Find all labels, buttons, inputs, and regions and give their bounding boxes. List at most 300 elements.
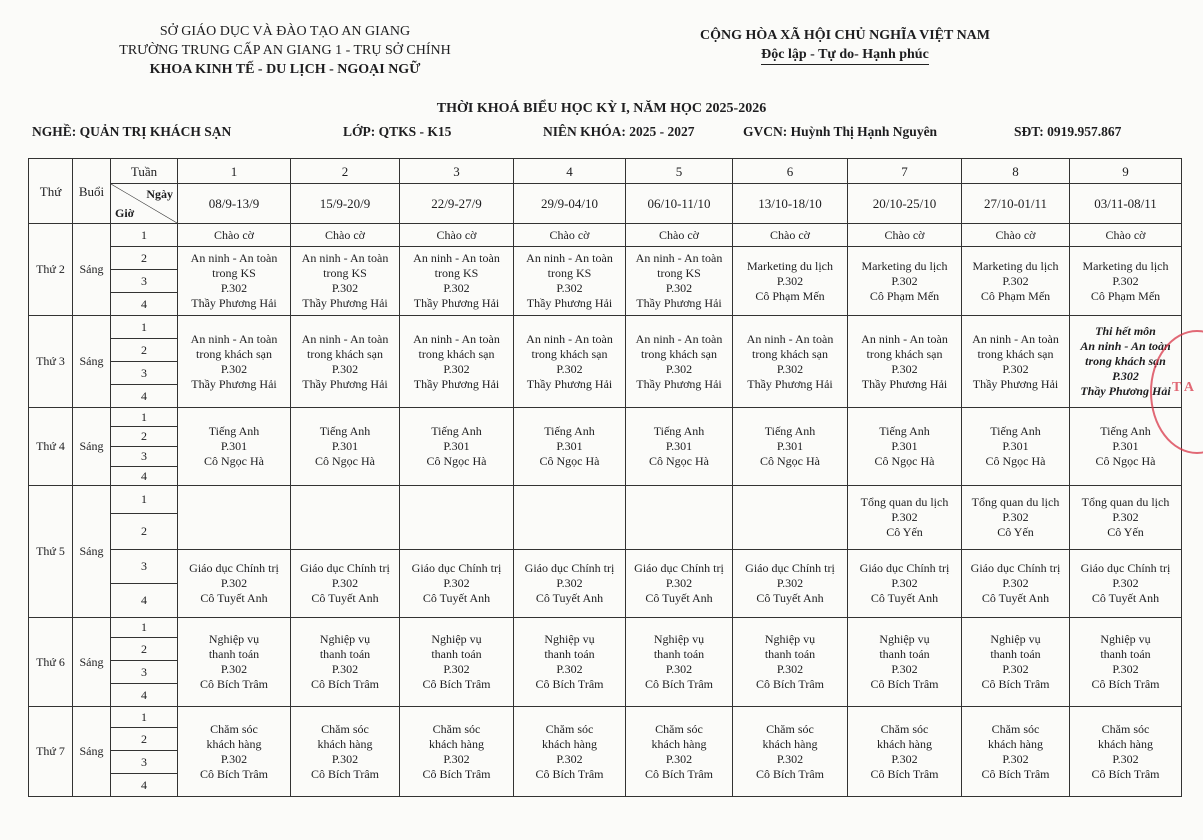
class-cell-line: Tổng quan du lịch (1081, 495, 1170, 509)
class-cell-line: P.302 (1112, 510, 1139, 524)
class-cell-line: Nghiệp vụ (990, 632, 1041, 646)
class-cell-line: khách hàng (206, 736, 262, 751)
class-cell (291, 486, 400, 550)
class-cell-line: Thầy Phương Hải (526, 296, 613, 310)
class-cell (626, 550, 733, 618)
class-cell (400, 707, 514, 797)
class-cell-line: Nghiệp vụ (431, 632, 482, 646)
class-cell-line: P.302 (220, 751, 248, 766)
class-cell-line: P.302 (891, 273, 918, 288)
class-cell-line: Thầy Phương Hải (861, 376, 948, 391)
class-cell-line: Cô Bích Trâm (870, 766, 939, 781)
class-cell (962, 707, 1070, 797)
class-cell-line: Nghiệp vụ (208, 632, 260, 646)
class-cell (962, 550, 1070, 618)
class-cell-line: P.302 (891, 662, 918, 676)
header-buoi: Buổi (73, 159, 111, 224)
class-cell-line: Giáo dục Chính trị (634, 561, 724, 575)
class-cell-line: Cô Ngọc Hà (204, 454, 264, 468)
period-number: 1 (111, 618, 178, 638)
class-cell (178, 618, 291, 707)
class-cell-line: trong khách sạn (641, 346, 717, 361)
class-cell-line: P.302 (1112, 662, 1139, 676)
session-name: Sáng (73, 224, 111, 316)
table-row (29, 550, 1182, 584)
header-ngay: Ngày (146, 187, 173, 201)
week-dates: 29/9-04/10 (514, 184, 626, 224)
class-cell-line: P.302 (220, 281, 248, 295)
class-cell-line: Cô Bích Trâm (981, 677, 1050, 691)
class-cell-line: khách hàng (429, 736, 484, 751)
class-cell (848, 316, 962, 408)
class-cell (962, 486, 1070, 550)
week-dates: 27/10-01/11 (962, 184, 1070, 224)
class-cell-line: P.302 (443, 361, 470, 376)
class-cell-line: Giáo dục Chính trị (300, 561, 390, 575)
class-cell-line: P.302 (665, 361, 693, 376)
header-ngay-gio (111, 184, 178, 224)
class-cell (848, 247, 962, 316)
week-number: 6 (733, 159, 848, 184)
class-cell-line: An ninh - An toàn (190, 331, 278, 346)
class-cell (1070, 618, 1182, 707)
class-cell-line: Cô Ngọc Hà (1095, 454, 1156, 468)
class-cell (400, 550, 514, 618)
class-cell-line: Chào cờ (884, 227, 925, 242)
class-cell-line: P.302 (1002, 751, 1029, 766)
class-cell-line: thanh toán (990, 647, 1041, 661)
class-cell-line: Cô Phạm Mến (755, 288, 825, 303)
class-cell (178, 247, 291, 316)
session-name: Sáng (73, 486, 111, 618)
class-cell-line: Chào cờ (324, 227, 365, 242)
class-cell-line: trong KS (323, 266, 367, 280)
class-cell (962, 618, 1070, 707)
class-cell (626, 316, 733, 408)
class-cell-line: Thầy Phương Hải (636, 376, 722, 391)
class-cell-line: Cô Ngọc Hà (874, 454, 935, 468)
class-cell-line: An ninh - An toàn (972, 331, 1059, 346)
class-cell-line: Marketing du lịch (1082, 258, 1169, 273)
class-cell-line: Chăm sóc (1101, 721, 1150, 736)
class-cell-line: thanh toán (1100, 647, 1151, 661)
class-cell-line: Giáo dục Chính trị (524, 561, 615, 575)
class-cell-line: Thầy Phương Hải (302, 376, 388, 391)
week-number: 8 (962, 159, 1070, 184)
class-cell-line: P.301 (1112, 439, 1139, 453)
class-cell-line: trong KS (212, 266, 256, 280)
class-cell-line: Nghiệp vụ (764, 632, 816, 646)
class-cell (962, 247, 1070, 316)
class-cell (291, 224, 400, 247)
class-cell-line: trong khách sạn (1085, 354, 1166, 368)
class-cell-line: trong KS (434, 266, 479, 280)
class-cell-line: Cô Bích Trâm (1091, 766, 1160, 781)
page-title: THỜI KHOÁ BIỂU HỌC KỲ I, NĂM HỌC 2025-2026 (436, 101, 767, 116)
class-cell (962, 408, 1070, 486)
header-right (645, 26, 1045, 65)
period-number: 2 (111, 427, 178, 447)
class-cell-line: Cô Bích Trâm (644, 766, 713, 781)
class-cell (400, 486, 514, 550)
class-cell-line: P.302 (776, 361, 804, 376)
class-cell-line: P.301 (331, 439, 359, 453)
class-cell-line: P.301 (556, 439, 583, 453)
table-row (29, 247, 1182, 270)
class-cell-line: Chào cờ (995, 227, 1036, 242)
session-name: Sáng (73, 618, 111, 707)
class-cell-line: trong KS (657, 266, 701, 280)
header-gio: Giờ (115, 206, 135, 220)
school-line: TRƯỜNG TRUNG CẤP AN GIANG 1 - TRỤ SỞ CHÍNH (119, 43, 451, 58)
class-cell (848, 707, 962, 797)
class-cell (848, 618, 962, 707)
class-cell-line: thanh toán (653, 647, 705, 661)
class-cell-line: Cô Bích Trâm (535, 766, 604, 781)
class-cell (733, 408, 848, 486)
header-thu: Thứ (29, 159, 73, 224)
table-row (29, 316, 1182, 339)
class-cell-line: Thầy Phương Hải (413, 376, 500, 391)
class-cell (291, 247, 400, 316)
class-cell-line: An ninh - An toàn (301, 251, 389, 265)
faculty-line: KHOA KINH TẾ - DU LỊCH - NGOẠI NGỮ (149, 62, 421, 77)
class-cell-line: Cô Tuyết Anh (311, 591, 379, 605)
class-cell-line: P.302 (556, 361, 583, 376)
class-cell-line: Tiếng Anh (544, 424, 595, 438)
class-cell (400, 247, 514, 316)
class-cell-line: Cô Bích Trâm (199, 766, 268, 781)
class-cell-line: An ninh - An toàn (635, 331, 723, 346)
class-cell-line: P.302 (556, 576, 583, 590)
nation-line: CỘNG HÒA XÃ HỘI CHỦ NGHĨA VIỆT NAM (699, 28, 990, 43)
class-cell-line: Nghiệp vụ (1100, 632, 1151, 646)
class-cell-line: Cô Bích Trâm (870, 677, 939, 691)
class-cell-line: Nghiệp vụ (879, 632, 930, 646)
class-cell-line: P.302 (776, 662, 804, 676)
class-cell-line: P.301 (220, 439, 248, 453)
class-cell-line: khách hàng (317, 736, 373, 751)
week-dates: 15/9-20/9 (291, 184, 400, 224)
class-cell-line: trong khách sạn (196, 346, 272, 361)
class-cell-line: Cô Bích Trâm (1091, 677, 1160, 691)
class-cell (626, 247, 733, 316)
class-cell (514, 224, 626, 247)
class-cell-line: Cô Bích Trâm (310, 677, 379, 691)
class-cell-line: P.302 (1002, 510, 1029, 524)
class-cell-line: Thầy Phương Hải (302, 296, 388, 310)
class-cell-line: khách hàng (1098, 736, 1153, 751)
class-cell-line: Chăm sóc (210, 721, 258, 736)
class-cell-line: P.302 (443, 751, 470, 766)
week-dates: 08/9-13/9 (178, 184, 291, 224)
class-cell (733, 707, 848, 797)
class-cell (400, 408, 514, 486)
class-cell (626, 408, 733, 486)
class-cell-line: Thi hết môn (1095, 324, 1156, 338)
class-cell-line: Cô Bích Trâm (755, 677, 824, 691)
class-cell-line: Marketing du lịch (747, 258, 833, 273)
class-cell-line: P.302 (665, 751, 693, 766)
class-cell-line: trong khách sạn (531, 346, 608, 361)
class-cell-line: Cô Tuyết Anh (1091, 591, 1160, 605)
class-cell (848, 550, 962, 618)
class-cell-line: P.302 (220, 662, 248, 676)
class-cell-line: P.302 (891, 361, 918, 376)
class-cell-line: P.302 (1002, 361, 1029, 376)
period-number: 2 (111, 638, 178, 661)
class-cell-line: Chăm sóc (321, 721, 369, 736)
session-name: Sáng (73, 316, 111, 408)
info-gvcn: GVCN: Huỳnh Thị Hạnh Nguyên (743, 124, 938, 139)
class-cell (514, 247, 626, 316)
class-cell-line: Cô Yến (886, 525, 923, 539)
class-cell-line: Cô Yến (997, 525, 1034, 539)
week-number: 5 (626, 159, 733, 184)
class-cell-line: Thầy Phương Hải (191, 296, 277, 310)
class-cell-line: Giáo dục Chính trị (745, 561, 835, 575)
class-cell (733, 224, 848, 247)
week-dates: 22/9-27/9 (400, 184, 514, 224)
class-cell (733, 550, 848, 618)
info-nien-khoa: NIÊN KHÓA: 2025 - 2027 (543, 124, 695, 139)
week-number: 9 (1070, 159, 1182, 184)
class-cell (848, 224, 962, 247)
period-number: 1 (111, 408, 178, 427)
period-number: 3 (111, 447, 178, 467)
class-cell (962, 316, 1070, 408)
class-cell (626, 618, 733, 707)
week-dates: 13/10-18/10 (733, 184, 848, 224)
class-cell-line: thanh toán (879, 647, 930, 661)
class-cell-line: Thầy Phương Hải (747, 376, 833, 391)
class-cell (848, 486, 962, 550)
day-name: Thứ 3 (29, 316, 73, 408)
class-cell (514, 316, 626, 408)
class-cell (178, 486, 291, 550)
class-cell-line: Cô Tuyết Anh (645, 591, 713, 605)
class-cell-line: thanh toán (319, 647, 371, 661)
class-cell (178, 550, 291, 618)
class-cell-line: Nghiệp vụ (544, 632, 595, 646)
class-cell-line: Giáo dục Chính trị (859, 561, 950, 575)
class-cell (626, 224, 733, 247)
class-cell-line: trong khách sạn (752, 346, 828, 361)
class-cell (400, 316, 514, 408)
class-cell-line: Marketing du lịch (972, 258, 1059, 273)
day-name: Thứ 2 (29, 224, 73, 316)
class-cell-line: P.302 (220, 361, 248, 376)
week-dates: 20/10-25/10 (848, 184, 962, 224)
class-cell-line: Cô Bích Trâm (755, 766, 824, 781)
period-number: 2 (111, 514, 178, 550)
stamp-text: T A (1172, 380, 1194, 395)
class-cell (733, 247, 848, 316)
day-name: Thứ 7 (29, 707, 73, 797)
class-cell-line: P.302 (665, 662, 693, 676)
class-cell-line: khách hàng (762, 736, 818, 751)
class-cell-line: P.301 (443, 439, 470, 453)
period-number: 2 (111, 247, 178, 270)
class-cell-line: An ninh - An toàn (861, 331, 948, 346)
class-cell-line: Thầy Phương Hải (1080, 384, 1171, 398)
class-cell-line: Cô Ngọc Hà (426, 454, 487, 468)
class-cell-line: khách hàng (651, 736, 707, 751)
period-number: 1 (111, 316, 178, 339)
class-cell-line: Cô Bích Trâm (422, 677, 491, 691)
class-cell-line: Tiếng Anh (1100, 424, 1151, 438)
class-cell (1070, 247, 1182, 316)
session-name: Sáng (73, 707, 111, 797)
class-cell (1070, 550, 1182, 618)
class-cell-line: An ninh - An toàn (1080, 339, 1171, 353)
week-dates: 03/11-08/11 (1070, 184, 1182, 224)
class-cell-line: khách hàng (877, 736, 932, 751)
class-cell (514, 408, 626, 486)
class-cell-line: P.302 (776, 751, 804, 766)
day-name: Thứ 4 (29, 408, 73, 486)
class-cell-line: An ninh - An toàn (301, 331, 389, 346)
class-cell-line: Cô Bích Trâm (199, 677, 268, 691)
class-cell-line: P.302 (776, 576, 804, 590)
info-sdt: SĐT: 0919.957.867 (1014, 124, 1122, 139)
period-number: 3 (111, 550, 178, 584)
week-number: 4 (514, 159, 626, 184)
class-cell-line: Thầy Phương Hải (972, 376, 1059, 391)
class-cell-line: Chăm sóc (432, 721, 481, 736)
class-cell (514, 486, 626, 550)
class-cell-line: thanh toán (544, 647, 595, 661)
class-cell-line: P.301 (891, 439, 918, 453)
class-cell-line: Nghiệp vụ (319, 632, 371, 646)
class-cell-line: P.302 (1002, 662, 1029, 676)
class-cell-line: P.302 (556, 281, 583, 295)
class-cell-line: Thầy Phương Hải (413, 296, 500, 310)
class-cell (626, 707, 733, 797)
table-row (29, 408, 1182, 427)
week-number: 2 (291, 159, 400, 184)
class-cell-line: Tiếng Anh (764, 424, 816, 438)
week-number: 7 (848, 159, 962, 184)
class-cell (178, 316, 291, 408)
class-cell (514, 707, 626, 797)
period-number: 4 (111, 385, 178, 408)
class-cell-line: Cô Tuyết Anh (981, 591, 1050, 605)
class-cell-line: Chào cờ (213, 227, 254, 242)
period-number: 3 (111, 362, 178, 385)
class-cell-line: P.301 (665, 439, 693, 453)
class-cell (178, 224, 291, 247)
class-cell (733, 618, 848, 707)
class-cell-line: trong khách sạn (977, 346, 1054, 361)
week-number: 3 (400, 159, 514, 184)
class-cell-line: Chăm sóc (991, 721, 1040, 736)
period-number: 3 (111, 751, 178, 774)
week-number: 1 (178, 159, 291, 184)
period-number: 2 (111, 339, 178, 362)
class-cell-line: Cô Tuyết Anh (422, 591, 491, 605)
class-cell-line: An ninh - An toàn (635, 251, 723, 265)
class-cell-line: P.302 (443, 662, 470, 676)
header-left (70, 22, 500, 79)
class-cell (1070, 707, 1182, 797)
class-cell-line: Tổng quan du lịch (860, 495, 949, 509)
class-cell-line: Cô Ngọc Hà (649, 454, 709, 468)
class-cell-line: Marketing du lịch (861, 258, 948, 273)
class-cell-line: Tiếng Anh (879, 424, 930, 438)
class-cell-line: P.302 (776, 273, 804, 288)
class-cell-line: khách hàng (542, 736, 597, 751)
class-cell-line: Giáo dục Chính trị (189, 561, 279, 575)
class-cell (291, 618, 400, 707)
class-cell-line: P.302 (1112, 369, 1139, 383)
class-cell-line: P.302 (331, 751, 359, 766)
class-cell-line: P.302 (220, 576, 248, 590)
class-cell-line: Cô Ngọc Hà (985, 454, 1046, 468)
class-cell-line: Thầy Phương Hải (191, 376, 277, 391)
class-cell-line: P.302 (1002, 576, 1029, 590)
class-cell-line: trong khách sạn (418, 346, 495, 361)
class-cell-line: An ninh - An toàn (413, 251, 500, 265)
class-cell-line: Tiếng Anh (431, 424, 482, 438)
class-cell (514, 618, 626, 707)
class-cell (400, 618, 514, 707)
class-cell-line: Cô Phạm Mến (1090, 288, 1161, 303)
class-cell-line: P.302 (556, 662, 583, 676)
class-cell-line: An ninh - An toàn (526, 331, 613, 346)
class-cell-line: An ninh - An toàn (526, 251, 613, 265)
class-cell-line: P.302 (1112, 576, 1139, 590)
class-cell-line: P.302 (331, 281, 359, 295)
class-cell-line: Tổng quan du lịch (971, 495, 1060, 509)
header-tuan: Tuần (111, 159, 178, 184)
class-cell-line: trong khách sạn (307, 346, 383, 361)
class-cell-line: P.302 (443, 281, 470, 295)
class-cell-line: P.302 (1002, 273, 1029, 288)
class-cell (848, 408, 962, 486)
class-cell-line: Chào cờ (658, 227, 699, 242)
period-number: 4 (111, 467, 178, 486)
class-cell-line: Tiếng Anh (319, 424, 371, 438)
class-cell-line: P.302 (1112, 751, 1139, 766)
class-cell-line: Cô Ngọc Hà (315, 454, 375, 468)
period-number: 1 (111, 486, 178, 514)
class-cell-line: P.302 (665, 281, 693, 295)
class-cell-line: Cô Yến (1107, 525, 1144, 539)
class-cell-line: P.302 (1112, 273, 1139, 288)
class-cell-line: An ninh - An toàn (746, 331, 834, 346)
class-cell-line: Cô Phạm Mến (980, 288, 1051, 303)
period-number: 4 (111, 774, 178, 797)
class-cell-line: Cô Tuyết Anh (535, 591, 604, 605)
timetable-body (29, 224, 1182, 797)
session-name: Sáng (73, 408, 111, 486)
class-cell-line: Cô Bích Trâm (535, 677, 604, 691)
class-cell-line: An ninh - An toàn (190, 251, 278, 265)
class-cell-line: P.301 (776, 439, 804, 453)
class-cell-line: Chăm sóc (766, 721, 814, 736)
class-cell-line: thanh toán (764, 647, 816, 661)
class-cell-line: Cô Tuyết Anh (756, 591, 824, 605)
class-cell-line: Tiếng Anh (208, 424, 260, 438)
class-cell (514, 550, 626, 618)
class-cell-line: Chào cờ (549, 227, 590, 242)
class-cell-line: trong KS (547, 266, 592, 280)
class-cell (733, 316, 848, 408)
info-nghe: NGHỀ: QUẢN TRỊ KHÁCH SẠN (32, 124, 232, 139)
week-dates: 06/10-11/10 (626, 184, 733, 224)
table-row (29, 224, 1182, 247)
